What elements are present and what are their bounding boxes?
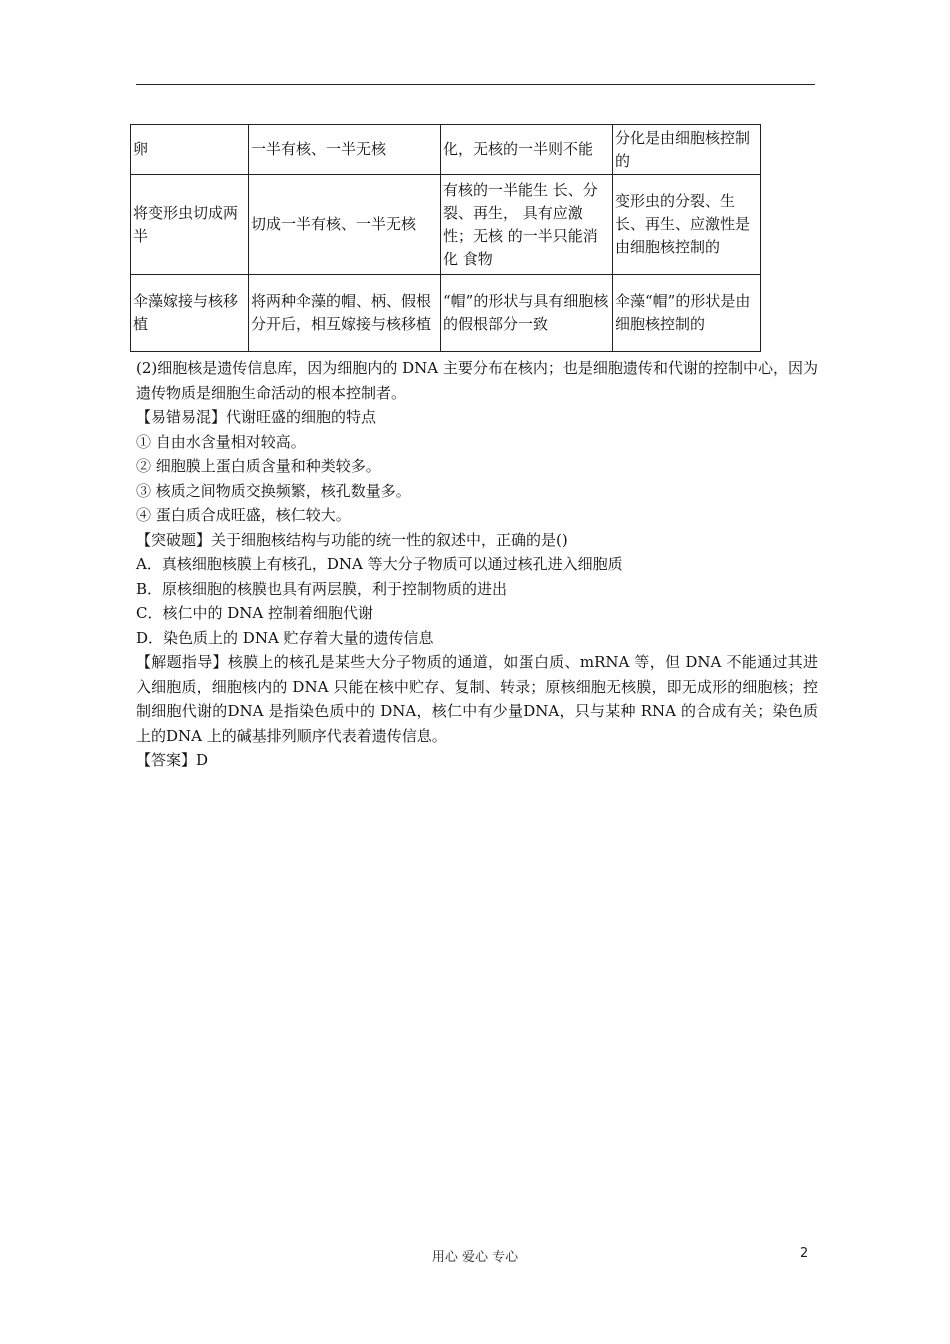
- table-cell: “帽”的形状与具有细胞核的假根部分一致: [441, 275, 613, 352]
- option-d: D．染色质上的 DNA 贮存着大量的遗传信息: [136, 628, 434, 647]
- table-cell: 有核的一半能生 长、分裂、再生， 具有应激性；无核 的一半只能消化 食物: [441, 175, 613, 275]
- list-item: ① 自由水含量相对较高。: [136, 432, 306, 451]
- list-item: ③ 核质之间物质交换频繁，核孔数量多。: [136, 481, 411, 500]
- paragraph-common-mistakes-heading: 【易错易混】代谢旺盛的细胞的特点: [136, 408, 377, 426]
- table-row: [131, 275, 761, 352]
- table-cell: 将两种伞藻的帽、柄、假根分开后，相互嫁接与核移植: [249, 275, 441, 352]
- experiment-table: [130, 124, 761, 352]
- table-cell: 将变形虫切成两半: [131, 175, 249, 275]
- solution-guide: 【解题指导】核膜上的核孔是某些大分子物质的通道，如蛋白质、mRNA 等，但 DNA 不能通过其进入细胞质，细胞核内的 DNA 只能在核中贮存、复制、转录；原核细胞无核膜，即无成形的细胞核；控制细胞代谢的DNA 是指染色质中的 DNA，核仁中有少量DNA，只与某种 RNA 的合成有关；染色质上的DNA 上的碱基排列顺序代表着遗传信息。: [136, 653, 818, 745]
- table-cell: 伞藻“帽”的形状是由细胞核控制的: [613, 275, 761, 352]
- answer: 【答案】D: [136, 751, 209, 769]
- paragraph-nucleus-function: (2)细胞核是遗传信息库，因为细胞内的 DNA 主要分布在核内；也是细胞遗传和代谢的控制中心，因为遗传物质是细胞生命活动的根本控制者。: [136, 359, 818, 402]
- footer-slogan: 用心 爱心 专心: [431, 1250, 519, 1265]
- table-cell: 变形虫的分裂、生长、再生、应激性是由细胞核控制的: [613, 175, 761, 275]
- body-text: [136, 356, 818, 773]
- question-stem: 【突破题】关于细胞核结构与功能的统一性的叙述中，正确的是(): [136, 530, 568, 549]
- option-b: B．原核细胞的核膜也具有两层膜，利于控制物质的进出: [136, 579, 508, 598]
- table-cell: 一半有核、一半无核: [249, 125, 441, 175]
- page-number: 2: [800, 1246, 809, 1261]
- table-cell: 切成一半有核、一半无核: [249, 175, 441, 275]
- table-cell: 伞藻嫁接与核移植: [131, 275, 249, 352]
- table-cell: 卵: [131, 125, 249, 175]
- list-item: ② 细胞膜上蛋白质含量和种类较多。: [136, 457, 381, 475]
- option-c: C．核仁中的 DNA 控制着细胞代谢: [136, 604, 373, 622]
- list-item: ④ 蛋白质合成旺盛，核仁较大。: [136, 506, 351, 524]
- option-a: A．真核细胞核膜上有核孔，DNA 等大分子物质可以通过核孔进入细胞质: [136, 555, 623, 573]
- header-rule: [136, 84, 815, 85]
- table-cell: 化，无核的一半则不能: [441, 125, 613, 175]
- table-row: [131, 175, 761, 275]
- table-cell: 分化是由细胞核控制的: [613, 125, 761, 175]
- table-row: [131, 125, 761, 175]
